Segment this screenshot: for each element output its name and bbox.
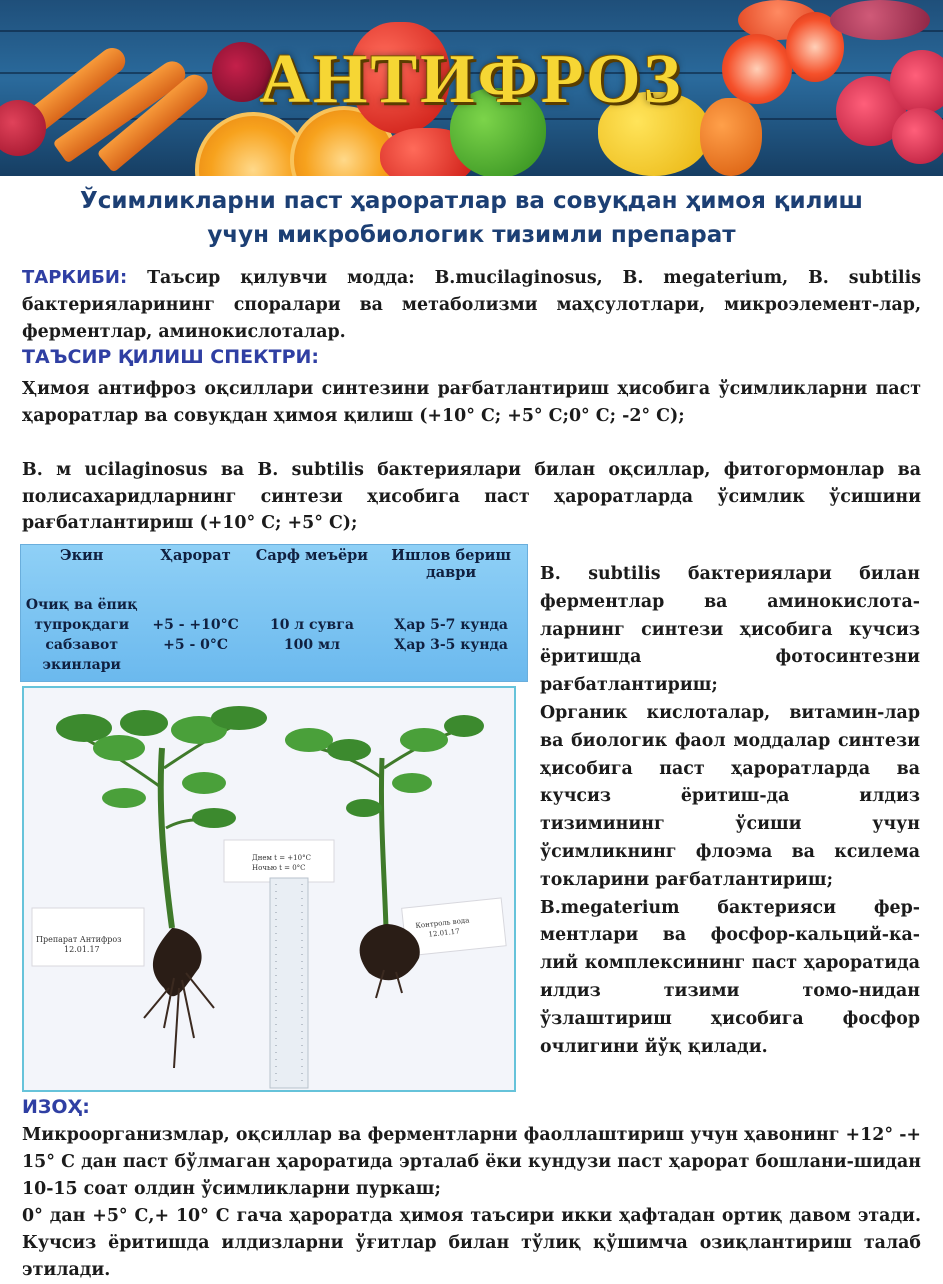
spectrum-heading: ТАЪСИР ҚИЛИШ СПЕКТРИ:	[22, 346, 320, 368]
table-header-period: Ишлов бериш даври	[391, 547, 511, 581]
period-value: Ҳар 3-5 кунда	[394, 637, 508, 653]
header-banner	[0, 0, 943, 176]
effect-paragraph-organic: Органик кислоталар, витамин-лар ва биологик фаол моддалар синтези ҳисобига паст ҳароратларда ва кучсиз ёритиш-да илдиз тизимининг ўсиши учун ўсимликнинг флоэма ва ксилема токларини рағбатлантириш;	[540, 702, 920, 890]
composition-text: Таъсир қилувчи модда: B.mucilaginosus, B. megaterium, B. subtilis бактерияларининг споралари ва метаболизми маҳсулотлари, микроэлемент-лар, ферментлар, аминокислоталар.	[22, 268, 921, 342]
table-cell-temperature	[142, 589, 248, 681]
table-cell-rate	[249, 589, 376, 681]
right-label-date: 12.01.17	[428, 927, 460, 939]
note-heading: ИЗОҲ:	[22, 1096, 90, 1118]
effect-paragraph-megaterium: B.megaterium бактерияси фер-ментлари ва фосфор-кальций-ка-лий комплексининг паст ҳароратида илдиз тизими томо-нидан ўзлаштириш ҳисобига фосфор очлигини йўқ қилади.	[540, 897, 920, 1057]
table-cell-period	[375, 589, 527, 681]
table-cell-crop: Очиқ ва ёпиқ тупроқдаги сабзавот экинлари	[25, 597, 138, 673]
subtitle-line: Ўсимликларни паст ҳароратлар ва совуқдан ҳимоя қилиш	[80, 188, 863, 214]
center-label-day: Днем t = +10°C	[252, 854, 311, 862]
center-label-night: Ночью t = 0°C	[252, 864, 306, 872]
effect-paragraph-subtilis: B. subtilis бактериялари билан ферментлар ва аминокислота-ларнинг синтези ҳисобига кучсиз ёритишда фотосинтезни рағбатлантириш;	[540, 564, 920, 696]
table-header-temperature: Ҳарорат	[160, 547, 231, 564]
rate-value: 100 мл	[283, 637, 340, 653]
note-paragraph-1: Микроорганизмлар, оқсиллар ва ферментларни фаоллаштириш учун ҳавонинг +12° -+ 15° С дан паст бўлмаган ҳароратида эрталаб ёки кундузи паст ҳарорат бошлани-шидан 10-15 соат олдин ўсимликларни пуркаш;	[22, 1125, 921, 1199]
table-header-crop: Экин	[60, 547, 104, 564]
effects-column	[540, 561, 920, 1061]
page-title: АНТИФРОЗ	[259, 41, 684, 118]
spectrum-paragraph-2: В. м ucilaginosus ва B. subtilis бактериялари билан оқсиллар, фитогормонлар ва полисахаридларнинг синтези ҳисобига паст ҳароратларда ўсимлик ўсишини рағбатлантириш (+10° С; +5° С);	[22, 460, 921, 533]
ruler-image	[270, 878, 308, 1088]
spectrum-paragraph-1: Ҳимоя антифроз оқсиллари синтезини рағбатлантириш ҳисобига ўсимликларни паст ҳароратлар ва совуқдан ҳимоя қилиш (+10° С; +5° С;0° С; -2° С);	[22, 379, 921, 426]
temperature-value: +5 - +10°С	[152, 617, 239, 633]
plant-comparison-photo	[22, 686, 516, 1092]
table-header-rate: Сарф меъёри	[255, 547, 369, 564]
note-text	[22, 1122, 921, 1284]
right-label-text: Контроль вода	[415, 916, 470, 930]
left-label-text: Препарат Антифроз	[36, 935, 122, 944]
note-paragraph-2: 0° дан +5° С,+ 10° С гача ҳароратда ҳимоя таъсири икки ҳафтадан ортиқ давом этади. Кучсиз ёритишда илдизларни ўғитлар билан тўлиқ қўшимча озиқлантириш талаб этилади.	[22, 1206, 921, 1280]
period-value: Ҳар 5-7 кунда	[394, 617, 508, 633]
dosage-table	[20, 544, 528, 682]
temperature-value: +5 - 0°С	[163, 637, 229, 653]
subtitle-line: учун микробиологик тизимли препарат	[207, 222, 736, 248]
rate-value: 10 л сувга	[269, 617, 354, 633]
composition-label: ТАРКИБИ:	[22, 267, 128, 288]
subtitle	[20, 184, 923, 252]
left-label-date: 12.01.17	[64, 945, 100, 954]
composition-paragraph	[22, 264, 921, 346]
onion-image	[830, 0, 930, 40]
